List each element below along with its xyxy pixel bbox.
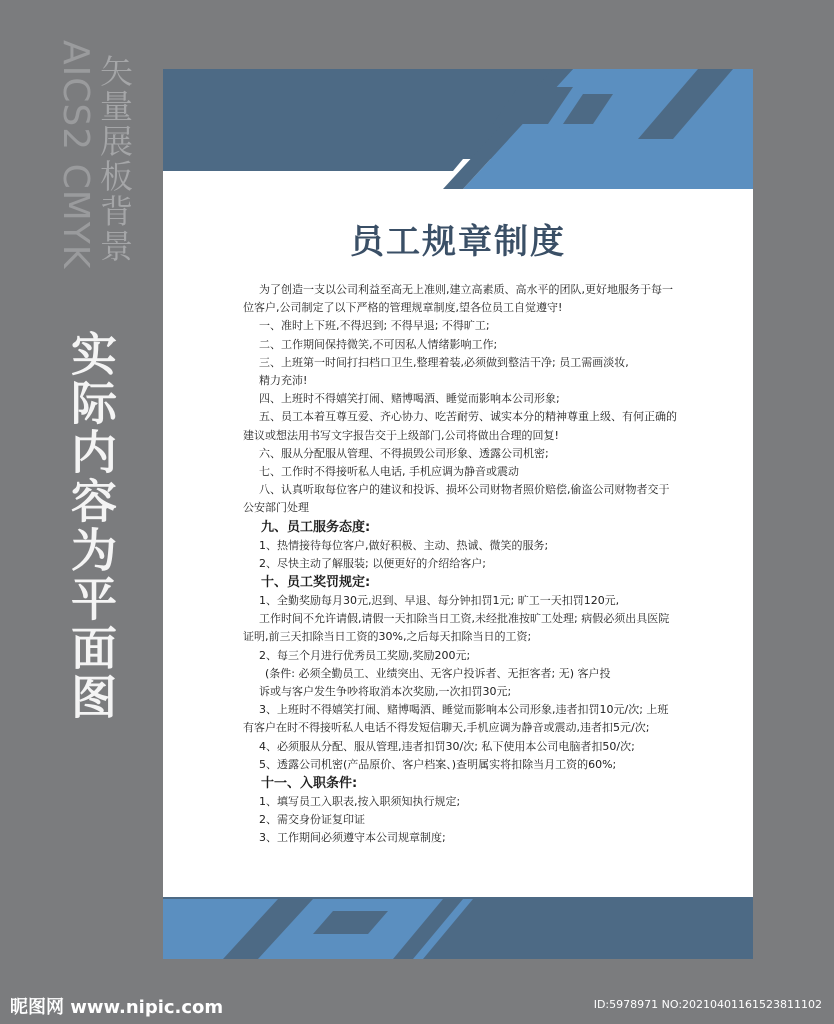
document-body [243,281,697,848]
document-line: 精力充沛! [259,374,308,388]
document-line: 3、工作期间必须遵守本公司规章制度; [259,831,446,845]
format-label: AICS2 CMYK [55,40,96,270]
document-line: 三、上班第一时间打扫档口卫生,整理着装,必须做到整洁干净; 员工需画淡妆, [259,355,629,369]
document-line: 七、工作时不得接听私人电话, 手机应调为静音或震动 [259,465,519,479]
document-line: 位客户,公司制定了以下严格的管理规章制度,望各位员工自觉遵守! [243,301,563,315]
document-line: 2、需交身份证复印证 [259,813,365,827]
section-heading: 九、员工服务态度: [261,519,371,535]
document-line: 2、每三个月进行优秀员工奖励,奖励200元; [259,648,471,662]
document-line: 为了创造一支以公司利益至高无上准则,建立高素质、高水平的团队,更好地服务于每一 [259,283,673,296]
site-watermark: 昵图网 www.nipic.com [10,997,224,1018]
flat-image-note: 实际内容为平面图 [64,330,118,722]
document-line: 八、认真听取每位客户的建议和投诉、损坏公司财物者照价赔偿,偷盗公司财物者交于 [259,483,670,497]
vector-board-label: 矢量展板背景 [95,54,134,264]
document-line: 5、透露公司机密(产品原价、客户档案、)查明属实将扣除当月工资的60%; [259,757,617,771]
document-line: 工作时间不允许请假,请假一天扣除当日工资,未经批准按旷工处理; 病假必须出具医院 [259,612,670,626]
document-line: 1、填写员工入职表,按入职须知执行规定; [259,795,461,809]
document-line: 证明,前三天扣除当日工资的30%,之后每天扣除当日的工资; [243,630,532,644]
poster-board [163,69,753,959]
document-line: 诉或与客户发生争吵将取消本次奖励,一次扣罚30元; [259,685,512,699]
top-decorative-band [163,69,753,189]
document-line: 四、上班时不得嬉笑打闹、赌博喝酒、睡觉而影响本公司形象; [259,392,560,406]
document-line: 1、全勤奖励每月30元,迟到、早退、每分钟扣罚1元; 旷工一天扣罚120元, [259,594,620,608]
document-line: (条件: 必须全勤员工、业绩突出、无客户投诉者、无拒客者; 无) 客户投 [265,666,611,680]
document-line: 一、准时上下班,不得迟到; 不得早退; 不得旷工; [259,319,490,333]
document-line: 1、热情接待每位客户,做好积极、主动、热诚、微笑的服务; [259,538,549,552]
document-line: 2、尽快主动了解服装; 以便更好的介绍给客户; [259,556,486,570]
bottom-decorative-band [163,889,753,959]
section-heading: 十一、入职条件: [261,776,358,792]
document-line: 建议或想法用书写文字报告交于上级部门,公司将做出合理的回复! [243,428,559,442]
document-line: 六、服从分配服从管理、不得损毁公司形象、透露公司机密; [259,446,549,460]
section-heading: 十、员工奖罚规定: [261,575,371,591]
document-line: 4、必须服从分配、服从管理,违者扣罚30/次; 私下使用本公司电脑者扣50/次; [259,739,635,753]
document-line: 3、上班时不得嬉笑打闹、赌博喝酒、睡觉而影响本公司形象,违者扣罚10元/次; 上班 [259,703,669,717]
image-id: ID:5978971 NO:20210401161523811102 [593,998,822,1011]
document-line: 五、员工本着互尊互爱、齐心协力、吃苦耐劳、诚实本分的精神尊重上级、有何正确的 [259,410,677,424]
document-line: 二、工作期间保持微笑,不可因私人情绪影响工作; [259,337,498,351]
document-line: 有客户在时不得接听私人电话不得发短信聊天,手机应调为静音或震动,违者扣5元/次; [243,721,650,735]
document-title: 员工规章制度 [350,222,566,262]
document-line: 公安部门处理 [243,501,309,515]
